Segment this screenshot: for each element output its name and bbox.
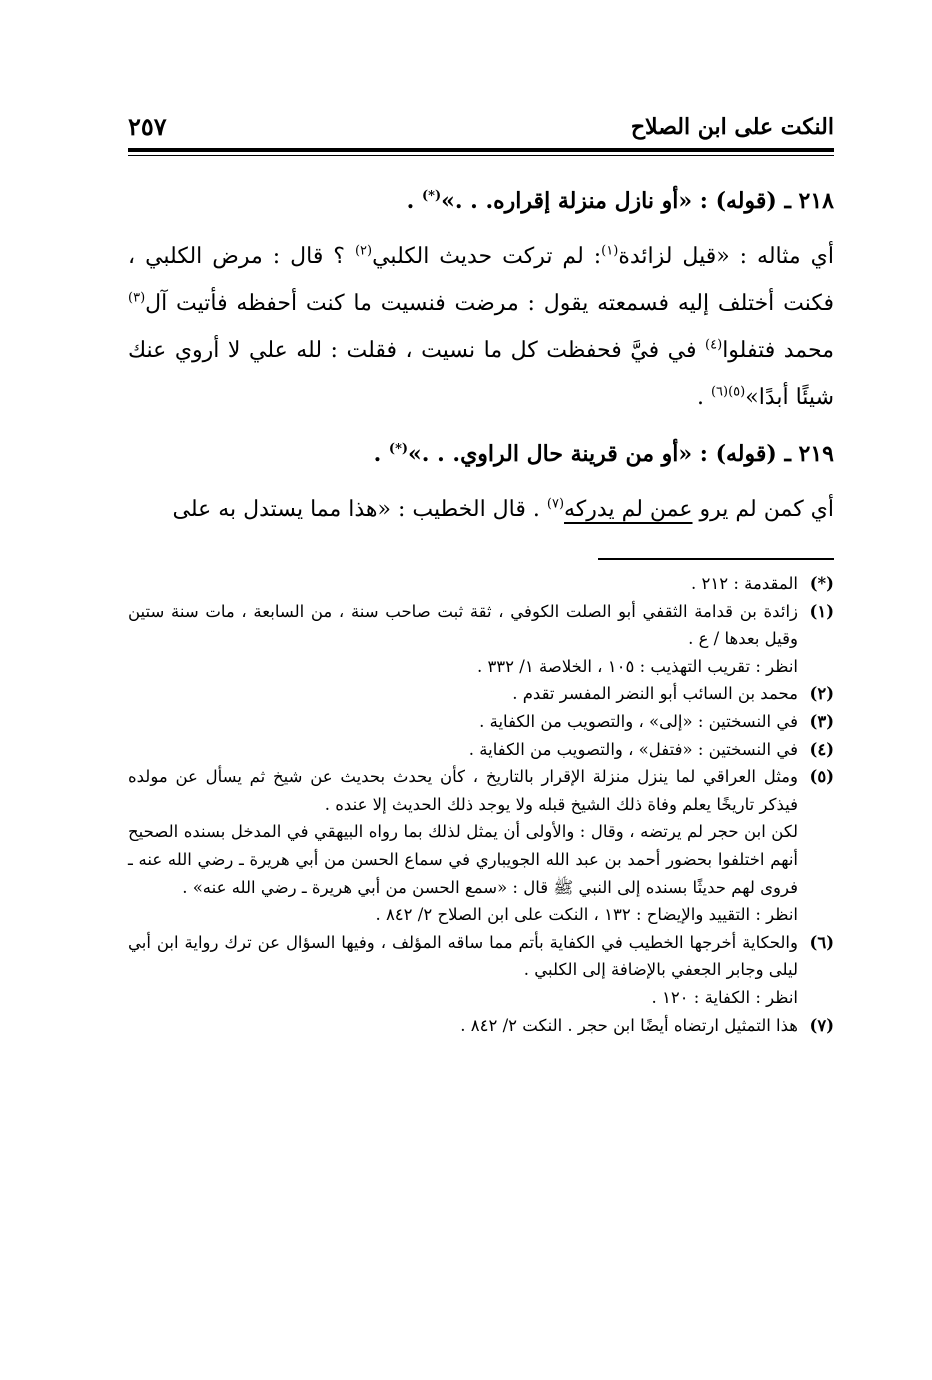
heading-219-end: . <box>373 441 389 467</box>
footnote-number: (٤) <box>809 739 834 759</box>
footnote-ref-7: (٧) <box>546 496 565 512</box>
heading-218-mark: (*) <box>422 188 442 204</box>
footnotes <box>128 570 834 1039</box>
footnote-ref-3: (٣) <box>128 290 146 306</box>
footnote-number: (٣) <box>809 711 834 731</box>
footnote-ref-5-6: (٥)(٦) <box>710 384 746 400</box>
page-number: ٢٥٧ <box>128 112 167 141</box>
paragraph-219 <box>128 486 834 533</box>
footnote-rule <box>598 558 834 560</box>
footnote-6 <box>128 929 834 1012</box>
footnote-line: في النسختين : «فتفل» ، والتصويب من الكفاية . <box>468 739 798 759</box>
heading-218-end: . <box>406 188 422 214</box>
footnote-line: والحكاية أخرجها الخطيب في الكفاية بأتم مما ساقه المؤلف ، وفيها السؤال عن ترك رواية ابن أبي ليلى وجابر الجعفي بالإضافة إلى الكلبي . <box>128 932 798 980</box>
footnote-star <box>128 570 834 598</box>
footnote-line: ومثل العراقي لما ينزل منزلة الإقرار بالتاريخ ، كأن يحدث بحديث عن شيخ ثم يسأل عن مولده فيذكر تاريخًا يعلم وفاة ذلك الشيخ قبله ولا يوجد ذلك الحديث إلا عنده . <box>128 767 798 814</box>
heading-218-text: ٢١٨ ـ (قوله) : «أو نازل منزلة إقراره. . .» <box>441 188 834 214</box>
footnote-line: محمد بن السائب أبو النضر المفسر تقدم . <box>512 684 798 704</box>
underlined-text: عمن لم يدركه <box>564 497 693 522</box>
paragraph-text: أي كمن لم يرو <box>692 497 834 522</box>
paragraph-text: أي مثاله : «قيل لزائدة <box>618 244 834 269</box>
page-header <box>128 110 834 146</box>
footnote-1 <box>128 598 834 681</box>
footnote-line: انظر : تقريب التهذيب : ١٠٥ ، الخلاصة ١/ ٣٣٢ . <box>476 656 798 676</box>
paragraph-text: في فيَّ فحفظت كل ما نسيت ، فقلت : لله علي لا أروي عنك شيئًا أبدًا» <box>128 338 834 410</box>
header-rule-thin <box>128 155 834 156</box>
footnote-number: (٢) <box>809 684 834 704</box>
footnote-number: (*) <box>809 574 834 593</box>
footnote-number: (٧) <box>809 1015 834 1035</box>
footnote-line: لكن ابن حجر لم يرتضه ، وقال : والأولى أن يمثل لذلك بما رواه البيهقي في المدخل بسنده الصحيح أنهم اختلفوا بحضور أحمد بن عبد الله الجويباري في سماع الحسن من أبي هريرة ـ رضي الله عنه ـ فروى لهم حديثًا بسنده إلى النبي ﷺ قال : «سمع الحسن من أبي هريرة ـ رضي الله عنه» . <box>128 822 798 897</box>
footnote-ref-4: (٤) <box>705 337 723 353</box>
footnote-line: في النسختين : «إلى» ، والتصويب من الكفاية . <box>479 711 798 731</box>
footnote-line: المقدمة : ٢١٢ . <box>691 574 798 593</box>
footnote-ref-2: (٢) <box>354 243 373 259</box>
footnote-number: (٦) <box>809 932 834 952</box>
footnote-ref-1: (١) <box>601 243 619 259</box>
footnote-4 <box>128 736 834 764</box>
footnote-line: انظر : التقييد والإيضاح : ١٣٢ ، النكت على ابن الصلاح ٢/ ٨٤٢ . <box>375 905 798 925</box>
footnote-number: (١) <box>809 601 834 621</box>
paragraph-text: . قال الخطيب : «هذا مما يستدل به على <box>172 497 547 522</box>
footnote-line: انظر : الكفاية : ١٢٠ . <box>651 987 798 1007</box>
heading-219-mark: (*) <box>388 441 409 457</box>
footnote-line: هذا التمثيل ارتضاه أيضًا ابن حجر . النكت ٢/ ٨٤٢ . <box>460 1015 798 1035</box>
footnote-number: (٥) <box>809 767 834 787</box>
section-heading-219 <box>128 431 834 478</box>
footnote-5 <box>128 763 834 929</box>
header-rule <box>128 148 834 152</box>
paragraph-218 <box>128 233 834 421</box>
paragraph-text: ؟ قال : مرض الكلبي ، فكنت أختلف إليه فسمعته يقول : مرضت فنسيت ما كنت أحفظه فأتيت آل <box>128 244 834 316</box>
footnote-7 <box>128 1012 834 1040</box>
footnote-3 <box>128 708 834 736</box>
main-text <box>128 178 834 543</box>
heading-219-text: ٢١٩ ـ (قوله) : «أو من قرينة حال الراوي. . .» <box>408 441 834 467</box>
paragraph-text: . <box>696 385 711 410</box>
footnote-2 <box>128 680 834 708</box>
running-title: النكت على ابن الصلاح <box>630 114 834 140</box>
paragraph-text: : لم تركت حديث الكلبي <box>372 244 602 269</box>
section-heading-218 <box>128 178 834 225</box>
paragraph-text: محمد فتفلوا <box>722 338 834 363</box>
footnote-line: زائدة بن قدامة الثقفي أبو الصلت الكوفي ، ثقة ثبت صاحب سنة ، من السابعة ، مات سنة ستين وقيل بعدها / ع . <box>128 601 798 649</box>
